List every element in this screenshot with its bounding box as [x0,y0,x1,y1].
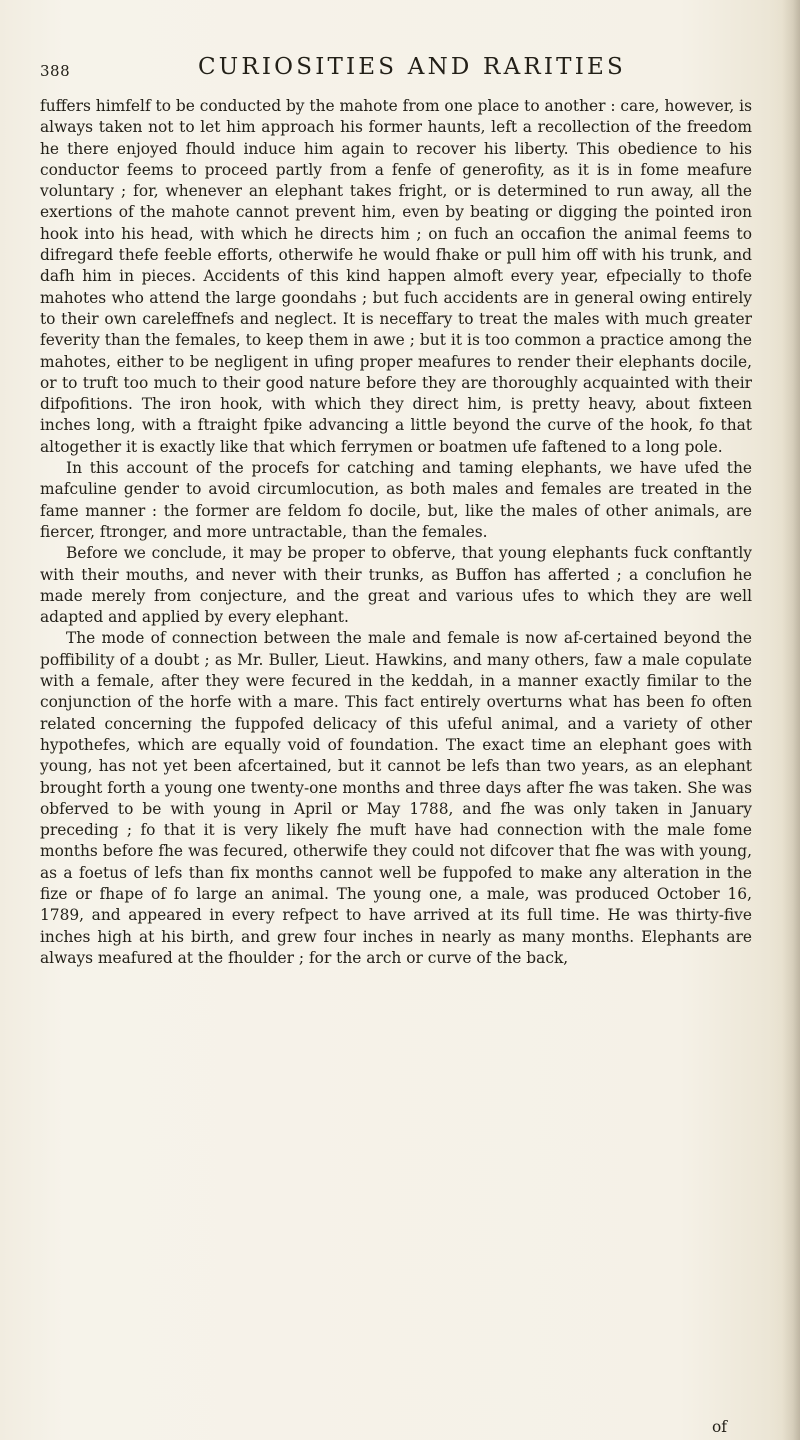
page-gutter-shadow [782,0,800,1440]
body-text [40,96,752,969]
running-head: CURIOSITIES AND RARITIES [198,54,626,80]
paragraph-mahote-conduct: fuffers himfelf to be conducted by the mahote from one place to another : care, however, is always taken not to let him approach his former haunts, left a recollection of the freedom he there enjoyed fhould induce him again to recover his liberty. This obedience to his conductor feems to proceed partly from a fenfe of generofity, as it is in fome meafure voluntary ; for, whenever an elephant takes fright, or is determined to run away, all the exertions of the mahote cannot prevent him, even by beating or digging the pointed iron hook into his head, with which he directs him ; on fuch an occafion the animal feems to difregard thefe feeble efforts, otherwife he would fhake or pull him off with his trunk, and dafh him in pieces. Accidents of this kind happen almoft every year, efpecially to thofe mahotes who attend the large goondahs ; but fuch accidents are in general owing entirely to their own careleffnefs and neglect. It is neceffary to treat the males with much greater feverity than the females, to keep them in awe ; but it is too common a practice among the mahotes, either to be negligent in ufing proper meafures to render their elephants docile, or to truft too much to their good nature before they are thoroughly acquainted with their difpofitions. The iron hook, with which they direct him, is pretty heavy, about fixteen inches long, with a ftraight fpike advancing a little beyond the curve of the hook, fo that altogether it is exactly like that which ferrymen or boatmen ufe faftened to a long pole. [40,97,752,456]
paragraph-masculine-gender: In this account of the procefs for catching and taming elephants, we have ufed the mafculine gender to avoid circumlocution, as both males and females are treated in the fame manner : the former are feldom fo docile, but, like the males of other animals, are fiercer, ftronger, and more untractable, than the females. [40,459,752,541]
page-number: 388 [40,62,71,80]
paragraph-connection: The mode of connection between the male and female is now af-certained beyond the poffibility of a doubt ; as Mr. Buller, Lieut. Hawkins, and many others, faw a male copulate with a female, after they were fecured in the keddah, in a manner exactly fimilar to the conjunction of the horfe with a mare. This fact entirely overturns what has been fo often related concerning the fuppofed delicacy of this ufeful animal, and a variety of other hypothefes, which are equally void of foundation. The exact time an elephant goes with young, has not yet been afcertained, but it cannot be lefs than two years, as an elephant brought forth a young one twenty-one months and three days after fhe was taken. She was obferved to be with young in April or May 1788, and fhe was only taken in January preceding ; fo that it is very likely fhe muft have had connection with the male fome months before fhe was fecured, otherwife they could not difcover that fhe was with young, as a foetus of lefs than fix months cannot well be fuppofed to make any alteration in the fize or fhape of fo large an animal. The young one, a male, was produced October 16, 1789, and appeared in every refpect to have arrived at its full time. He was thirty-five inches high at his birth, and grew four inches in nearly as many months. Elephants are always meafured at the fhoulder ; for the arch or curve of the back, [40,629,752,967]
paragraph-young-elephants: Before we conclude, it may be proper to obferve, that young elephants fuck conftantly with their mouths, and never with their trunks, as Buffon has afferted ; a conclufion he made merely from conjecture, and the great and various ufes to which they are well adapted and applied by every elephant. [40,544,752,627]
catchword: of [712,1418,727,1436]
page-header [40,50,770,84]
